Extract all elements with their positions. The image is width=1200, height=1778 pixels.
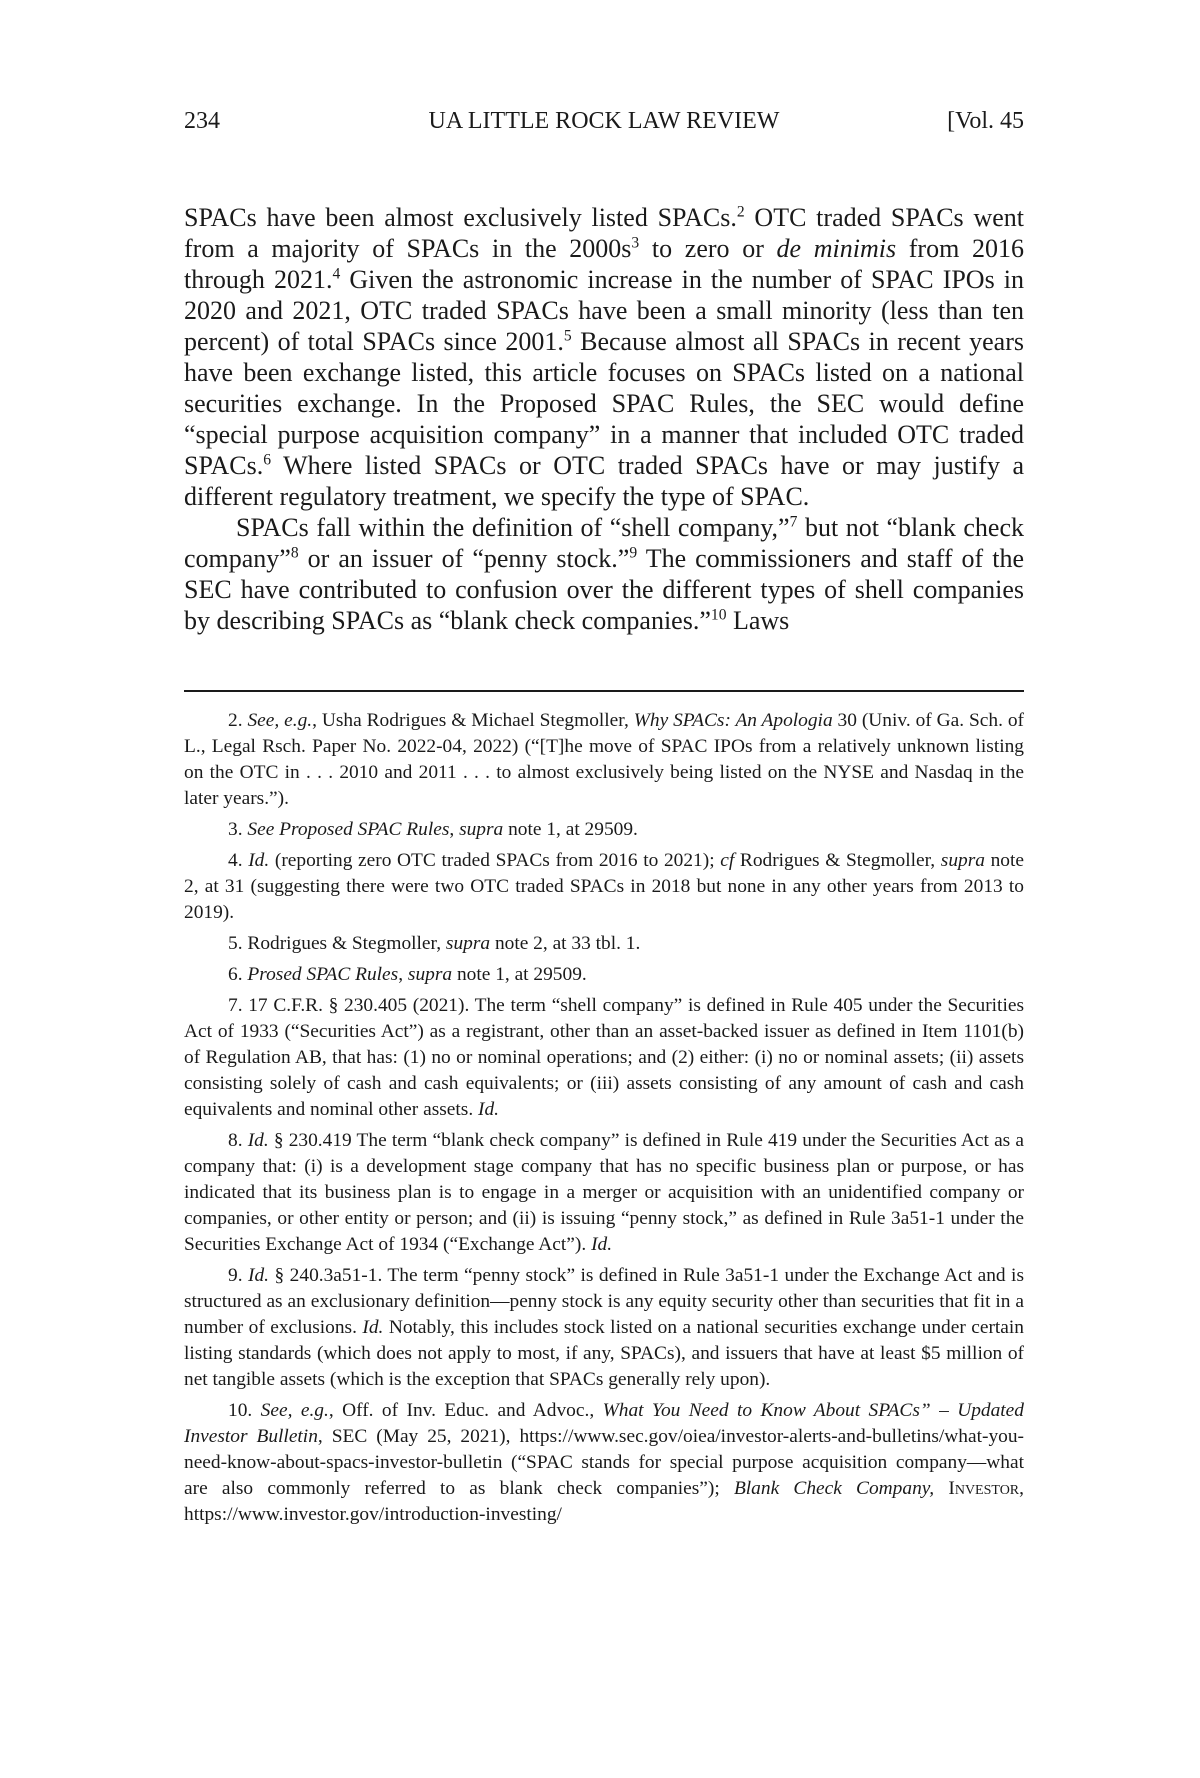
footnote-ref-4[interactable]: 4 [332,265,341,283]
footnote-ref-3[interactable]: 3 [631,234,640,252]
text-run: , [398,964,408,985]
running-header [184,108,1024,142]
footnote-7 [184,993,1024,1123]
text-run: or an issuer of “penny stock.” [298,544,630,573]
text-run: from 2016 through 2021. [184,234,1024,294]
signal: Id. [248,850,270,871]
volume-label: [Vol. 45 [947,108,1024,134]
publisher-name: Investor [948,1478,1020,1499]
page-number: 234 [184,108,220,134]
text-run: (reporting zero OTC traded SPACs from 2016 to 2021); [269,850,721,871]
signal: Id. [247,1130,269,1151]
signal: supra [407,964,453,985]
text-run: Given the astronomic increase in the number of SPAC IPOs in 2020 and 2021, OTC traded SPACs have been a small minority (less than ten percent) of total SPACs since 2001. [184,265,1024,356]
text-run: note 1, at 29509. [452,964,587,985]
footnote-number: 2. [228,710,243,731]
text-run: Notably, this includes stock listed on a national securities exchange under certain listing standards (which does not apply to most, if any, SPACs), and issuers that have at least $5 million of net tangible assets (which is the exception that SPACs generally rely upon). [184,1317,1024,1390]
cited-title: See Proposed SPAC Rules [247,819,450,840]
signal: Id. [362,1317,384,1338]
footnote-10 [184,1398,1024,1528]
body-paragraph-2 [184,512,1024,636]
footnote-ref-8[interactable]: 8 [290,544,299,562]
text-run: , Off. of Inv. Educ. and Advoc., [328,1400,603,1421]
body-paragraph-1 [184,202,1024,512]
cited-title: Blank Check Company, [733,1478,935,1499]
footnote-ref-5[interactable]: 5 [563,327,572,345]
footnote-8 [184,1128,1024,1258]
text-run: § 240.3a51-1. The term “penny stock” is defined in Rule 3a51-1 under the Exchange Act and is structured as an exclusionary definition—penny stock is any equity security other than securities that fit in a number of exclusions. [184,1265,1024,1338]
signal: supra [445,933,491,954]
text-run: 17 C.F.R. § 230.405 (2021). The term “shell company” is defined in Rule 405 under the Securities Act of 1933 (“Securities Act”) as a registrant, other than an asset-backed issuer as defined in Item 1101(b) of Regulation AB, that has: (1) no or nominal operations; and (2) either: (i) no or nominal assets; (ii) assets consisting solely of cash and cash equivalents; or (iii) assets consisting of any amount of cash and cash equivalents and nominal other assets. [184,995,1024,1120]
footnote-number: 5. [228,933,243,954]
footnote-6 [184,962,1024,988]
cited-title: What You Need to Know About SPACs” – Updated Investor Bulletin [184,1400,1024,1447]
footnote-number: 10. [228,1400,253,1421]
text-run: note 1, at 29509. [503,819,638,840]
main-text [184,202,1024,636]
text-run: 30 (Univ. of Ga. Sch. of L., Legal Rsch. Paper No. 2022-04, 2022) (“[T]he move of SPAC IPOs from a relatively unknown listing on the OTC in . . . 2010 and 2011 . . . to almost exclusively being listed on the NYSE and Nasdaq in the later years.”). [184,710,1024,809]
signal: supra [459,819,504,840]
footnote-9 [184,1263,1024,1393]
footnote-number: 8. [228,1130,243,1151]
text-run: , https://www.investor.gov/introduction-investing/ [184,1478,1024,1525]
text-run: note 2, at 33 tbl. 1. [490,933,641,954]
footnote-5 [184,931,1024,957]
signal: cf [720,850,735,871]
signal: Id. [478,1099,500,1120]
signal: supra [940,850,985,871]
cited-title: Why SPACs: An Apologia [633,710,833,731]
footnote-3 [184,817,1024,843]
text-run: , SEC (May 25, 2021), https://www.sec.gov/oiea/investor-alerts-and-bulletins/what-you-need-know-about-spacs-investor-bulletin (“SPAC stands for special purpose acquisition company—what are also commonly referred to as blank check companies”); [184,1426,1024,1499]
footnotes [184,708,1024,1533]
italic-term: de minimis [776,234,897,263]
text-run: to zero or [639,234,777,263]
signal: Id. [248,1265,270,1286]
cited-title: Prosed SPAC Rules [247,964,399,985]
footnote-ref-7[interactable]: 7 [789,513,798,531]
text-run: SPACs have been almost exclusively listed SPACs. [184,203,737,232]
footnote-ref-10[interactable]: 10 [710,606,727,624]
text-run: but not “blank check company” [184,513,1024,573]
footnote-number: 6. [228,964,243,985]
text-run: Rodrigues & Stegmoller, [734,850,941,871]
footnote-4 [184,848,1024,926]
signal: See, e.g. [260,1400,329,1421]
footnote-divider [184,690,1024,692]
text-run: Rodrigues & Stegmoller, [242,933,446,954]
text-run: Where listed SPACs or OTC traded SPACs have or may justify a different regulatory treatment, we specify the type of SPAC. [184,451,1024,511]
text-run: , [449,819,460,840]
text-run: § 230.419 The term “blank check company” is defined in Rule 419 under the Securities Act as a company that: (i) is a development stage company that has no specific business plan or purpose, or has indicated that its business plan is to engage in a merger or acquisition with an unidentified company or companies, or other entity or person; and (ii) is issuing “penny stock,” as defined in Rule 3a51-1 under the Securities Exchange Act of 1934 (“Exchange Act”). [184,1130,1024,1255]
signal: Id. [591,1234,613,1255]
footnote-ref-6[interactable]: 6 [263,451,272,469]
text-run: Because almost all SPACs in recent years have been exchange listed, this article focuses on SPACs listed on a national securities exchange. In the Proposed SPAC Rules, the SEC would define “special purpose acquisition company” in a manner that included OTC traded SPACs. [184,327,1024,480]
footnote-ref-9[interactable]: 9 [629,544,638,562]
footnote-2 [184,708,1024,812]
footnote-number: 9. [228,1265,243,1286]
text-run: The commissioners and staff of the SEC have contributed to confusion over the different types of shell companies by describing SPACs as “blank check companies.” [184,544,1024,635]
footnote-number: 7. [228,995,243,1016]
signal: See, e.g. [247,710,313,731]
text-run: note 2, at 31 (suggesting there were two OTC traded SPACs in 2018 but none in any other years from 2013 to 2019). [184,850,1024,923]
footnote-number: 3. [228,819,243,840]
text-run: SPACs fall within the definition of “shell company,” [236,513,790,542]
text-run [934,1478,948,1499]
footnote-number: 4. [228,850,243,871]
text-run: Laws [726,606,790,635]
text-run: , Usha Rodrigues & Michael Stegmoller, [312,710,634,731]
footnote-ref-2[interactable]: 2 [736,203,745,221]
text-run: OTC traded SPACs went from a majority of SPACs in the 2000s [184,203,1024,263]
journal-title: UA LITTLE ROCK LAW REVIEW [428,108,780,134]
